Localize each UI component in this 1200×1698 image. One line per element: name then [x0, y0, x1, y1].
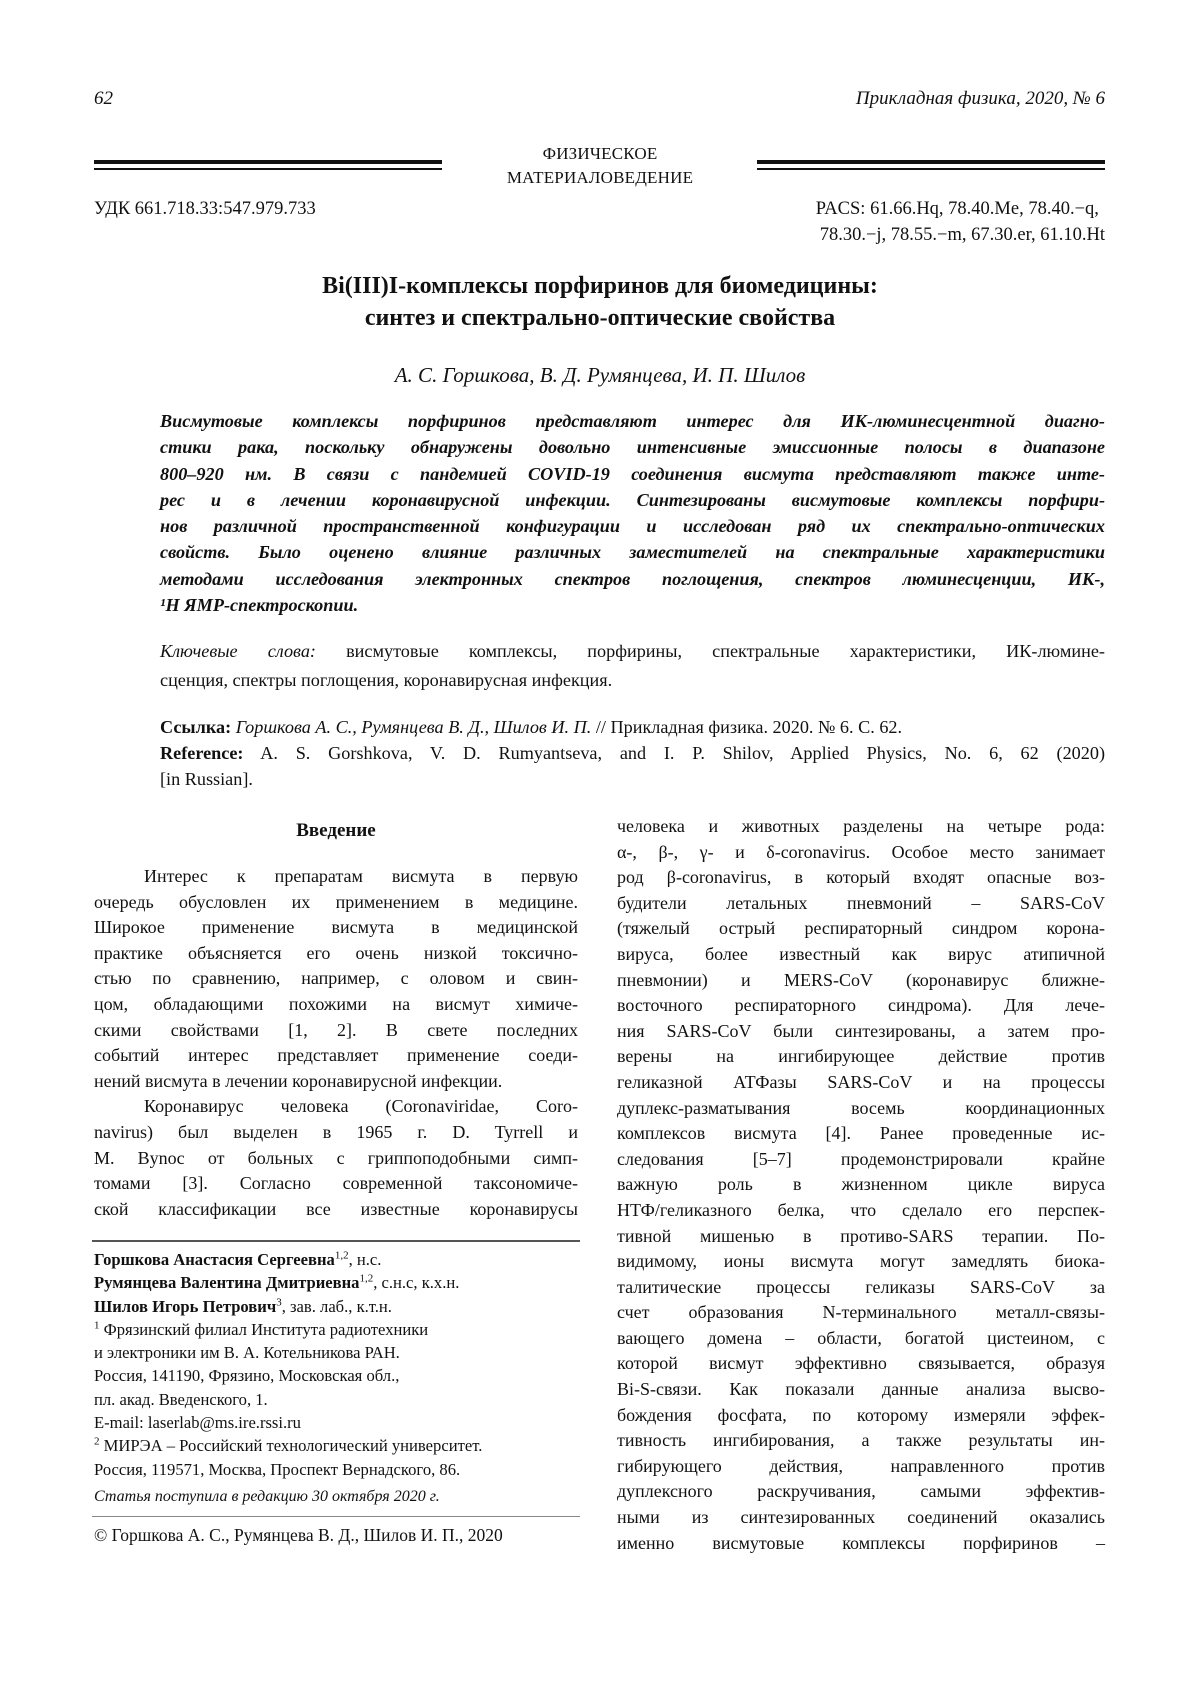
affiliation-line: Россия, 141190, Фрязино, Московская обл.,	[94, 1364, 580, 1387]
text-line: пневмонии) и MERS-CoV (коронавирус ближне-	[617, 968, 1105, 994]
text-line: свойств. Было оценено влияние различных заместителей на спектральные характеристики	[160, 539, 1105, 565]
text-line: рес и в лечении коронавирусной инфекции. Синтезированы висмутовые комплексы порфири-	[160, 487, 1105, 513]
text-line: ния SARS-CoV были синтезированы, а затем про-	[617, 1019, 1105, 1045]
text-line: которой висмут эффективно связывается, образуя	[617, 1351, 1105, 1377]
text-line: цом, обладающими похожими на висмут химиче-	[94, 992, 578, 1018]
text-line: род β-coronavirus, в который входят опасные воз-	[617, 865, 1105, 891]
text-line: геликазной АТФазы SARS-CoV и на процессы	[617, 1070, 1105, 1096]
text-line: вающего домена – области, богатой цистеином, с	[617, 1326, 1105, 1352]
keywords-label: Ключевые слова:	[160, 641, 316, 661]
text-line: стью по сравнению, например, с оловом и свин-	[94, 966, 578, 992]
received-date: Статья поступила в редакцию 30 октября 2020 г.	[94, 1488, 440, 1506]
udk: УДК 661.718.33:547.979.733	[94, 196, 316, 222]
section-heading-introduction: Введение	[94, 820, 578, 842]
author-role: , с.н.с, к.х.н.	[373, 1273, 459, 1292]
text-line: комплексов висмута [4]. Ранее проведенные ис-	[617, 1121, 1105, 1147]
pacs	[816, 196, 1105, 248]
text-line: дуплекс-разматывания восемь координационных	[617, 1096, 1105, 1122]
text-line: именно висмутовые комплексы порфиринов –	[617, 1531, 1105, 1557]
text-line: ными из синтезированных соединений оказались	[617, 1505, 1105, 1531]
citation-ru-authors: Горшкова А. С., Румянцева В. Д., Шилов И. П.	[231, 717, 591, 737]
page-number: 62	[94, 88, 113, 110]
affiliation-sup: 1,2	[359, 1273, 373, 1285]
article-authors: А. С. Горшкова, В. Д. Румянцева, И. П. Шилов	[100, 363, 1100, 388]
left-column-text	[94, 864, 578, 1222]
author-info	[94, 1248, 580, 1271]
keywords-text: сценция, спектры поглощения, коронавирусная инфекция.	[160, 666, 1105, 695]
section-heading-line: МАТЕРИАЛОВЕДЕНИЕ	[440, 166, 760, 190]
affiliation-sup: 2	[94, 1436, 100, 1448]
text-line: 800–920 нм. В связи с пандемией COVID-19 соединения висмута представляют также инте-	[160, 461, 1105, 487]
text-line: восточного респираторного синдрома). Для лече-	[617, 993, 1105, 1019]
author-name: Румянцева Валентина Дмитриевна	[94, 1273, 359, 1292]
text-line: ской классификации все известные коронавирусы	[94, 1197, 578, 1223]
section-heading-line: ФИЗИЧЕСКОЕ	[440, 142, 760, 166]
text-line: тивной мишенью в противо-SARS терапии. По-	[617, 1224, 1105, 1250]
text-line: методами исследования электронных спектров поглощения, спектров люминесценции, ИК-,	[160, 566, 1105, 592]
footnote-divider	[92, 1240, 580, 1242]
abstract	[160, 408, 1105, 618]
affiliation-sup: 3	[276, 1296, 282, 1308]
text-line: Интерес к препаратам висмута в первую	[94, 864, 578, 890]
text-line: бождения фосфата, по которому измеряли эффек-	[617, 1403, 1105, 1429]
affiliation-sup: 1,2	[335, 1249, 349, 1261]
keywords	[160, 637, 1105, 695]
text-line: будители летальных пневмоний – SARS-CoV	[617, 891, 1105, 917]
pacs-line: PACS: 61.66.Hq, 78.40.Me, 78.40.−q,	[816, 196, 1105, 222]
text-line: практике объясняется его очень низкой токсично-	[94, 941, 578, 967]
citation-ru-label: Ссылка:	[160, 717, 231, 737]
text-line: видимому, ионы висмута могут замедлять биока-	[617, 1249, 1105, 1275]
citation-en-text: A. S. Gorshkova, V. D. Rumyantseva, and I. P. Shilov, Applied Physics, No. 6, 62 (2020)	[243, 743, 1105, 763]
text-line: M. Bynoc от больных с гриппоподобными симп-	[94, 1146, 578, 1172]
author-name: Горшкова Анастасия Сергеевна	[94, 1250, 335, 1269]
author-role: , н.с.	[349, 1250, 382, 1269]
text-line: важную роль в жизненном цикле вируса	[617, 1172, 1105, 1198]
section-rule-left	[94, 160, 442, 170]
section-heading	[440, 142, 760, 190]
citation	[160, 714, 1105, 792]
section-rule-right	[757, 160, 1105, 170]
text-line: нов различной пространственной конфигурации и исследован ряд их спектрально-оптических	[160, 513, 1105, 539]
text-line: Коронавирус человека (Coronaviridae, Coro-	[94, 1094, 578, 1120]
text-line: вируса, более известный как вирус атипичной	[617, 942, 1105, 968]
title-line: синтез и спектрально-оптические свойства	[100, 302, 1100, 334]
affiliation-line: и электроники им В. А. Котельникова РАН.	[94, 1341, 580, 1364]
affiliation-email: E-mail: laserlab@ms.ire.rssi.ru	[94, 1411, 580, 1434]
copyright: © Горшкова А. С., Румянцева В. Д., Шилов И. П., 2020	[94, 1525, 503, 1546]
author-info	[94, 1295, 580, 1318]
author-role: , зав. лаб., к.т.н.	[282, 1297, 392, 1316]
pacs-line: 78.30.−j, 78.55.−m, 67.30.er, 61.10.Ht	[816, 222, 1105, 248]
affiliation-line: Фрязинский филиал Института радиотехники	[100, 1320, 429, 1339]
text-line: талитические процессы геликазы SARS-CoV за	[617, 1275, 1105, 1301]
text-line: Bi-S-связи. Как показали данные анализа высво-	[617, 1377, 1105, 1403]
author-info	[94, 1271, 580, 1294]
citation-ru-source: // Прикладная физика. 2020. № 6. С. 62.	[591, 717, 902, 737]
text-line: Висмутовые комплексы порфиринов представляют интерес для ИК-люминесцентной диагно-	[160, 408, 1105, 434]
text-line: гибирующего действия, направленного против	[617, 1454, 1105, 1480]
text-line: (тяжелый острый респираторный синдром корона-	[617, 916, 1105, 942]
text-line: тивность ингибирования, а также результаты ин-	[617, 1428, 1105, 1454]
text-line: человека и животных разделены на четыре рода:	[617, 814, 1105, 840]
affiliation-line: МИРЭА – Российский технологический университет.	[100, 1436, 483, 1455]
text-line: navirus) был выделен в 1965 г. D. Tyrrell и	[94, 1120, 578, 1146]
text-line: стики рака, поскольку обнаружены довольно интенсивные эмиссионные полосы в диапазоне	[160, 434, 1105, 460]
article-title	[100, 270, 1100, 334]
text-line: α-, β-, γ- и δ-coronavirus. Особое место занимает	[617, 840, 1105, 866]
citation-en-label: Reference:	[160, 743, 243, 763]
text-line: дуплексного раскручивания, самыми эффектив-	[617, 1479, 1105, 1505]
affiliation-sup: 1	[94, 1319, 100, 1331]
author-footnotes	[94, 1248, 580, 1481]
right-column-text	[617, 814, 1105, 1556]
affiliation-line: Россия, 119571, Москва, Проспект Вернадского, 86.	[94, 1458, 580, 1481]
text-line: НТФ/геликазного белка, что сделало его перспек-	[617, 1198, 1105, 1224]
text-line: верены на ингибирующее действие против	[617, 1044, 1105, 1070]
text-line: нений висмута в лечении коронавирусной инфекции.	[94, 1069, 578, 1095]
author-name: Шилов Игорь Петрович	[94, 1297, 276, 1316]
text-line: событий интерес представляет применение соеди-	[94, 1043, 578, 1069]
text-line: скими свойствами [1, 2]. В свете последних	[94, 1018, 578, 1044]
text-line: следования [5–7] продемонстрировали крайне	[617, 1147, 1105, 1173]
keywords-text: висмутовые комплексы, порфирины, спектральные характеристики, ИК-люмине-	[316, 641, 1105, 661]
text-line: очередь обусловлен их применением в медицине.	[94, 890, 578, 916]
affiliation-line: пл. акад. Введенского, 1.	[94, 1388, 580, 1411]
footnote-divider	[92, 1516, 580, 1517]
text-line: томами [3]. Согласно современной таксономиче-	[94, 1171, 578, 1197]
text-line: ¹Н ЯМР-спектроскопии.	[160, 592, 1105, 618]
text-line: Широкое применение висмута в медицинской	[94, 915, 578, 941]
citation-en-text: [in Russian].	[160, 766, 1105, 792]
journal-running-head: Прикладная физика, 2020, № 6	[856, 88, 1105, 110]
text-line: счет образования N-терминального металл-связы-	[617, 1300, 1105, 1326]
title-line: Bi(III)I-комплексы порфиринов для биомедицины:	[100, 270, 1100, 302]
